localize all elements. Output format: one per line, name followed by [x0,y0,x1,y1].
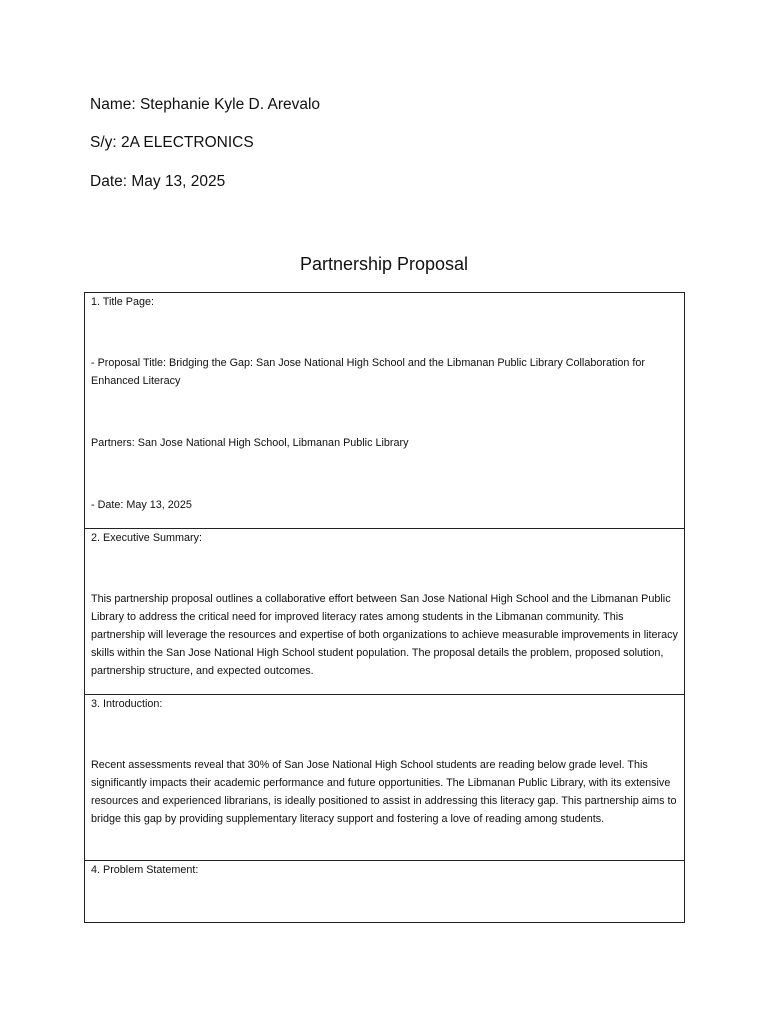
section-problem-statement [85,861,684,922]
document-title: Partnership Proposal [299,254,469,274]
section-executive-summary [85,529,684,695]
proposal-title-text: - Proposal Title: Bridging the Gap: San Jose National High School and the Libmanan Public Library Collaboration for Enhanced Literacy [91,357,645,387]
section-title-page [85,293,684,529]
section-year: S/y: 2A ELECTRONICS [90,134,254,151]
section-introduction [85,695,684,861]
partners-text: Partners: San Jose National High School, Libmanan Public Library [91,437,409,449]
section-heading: 4. Problem Statement: [91,864,199,876]
section-heading: 1. Title Page: [91,296,155,308]
executive-summary-body: This partnership proposal outlines a collaborative effort between San Jose National High School and the Libmanan Public Library to address the critical need for improved literacy rates among students in the Libmanan community. This partnership will leverage the resources and expertise of both organizations to achieve measurable improvements in literacy skills within the San Jose National High School student population. The proposal details the problem, proposed solution, partnership structure, and expected outcomes. [91,593,678,677]
section-heading: 2. Executive Summary: [91,532,203,544]
section-heading: 3. Introduction: [91,698,163,710]
introduction-body: Recent assessments reveal that 30% of San Jose National High School students are reading below grade level. This significantly impacts their academic performance and future opportunities. The Libmanan Public Library, with its extensive resources and experienced librarians, is ideally positioned to assist in addressing this literacy gap. This partnership aims to bridge this gap by providing supplementary literacy support and fostering a love of reading among students. [91,759,677,825]
header-date: Date: May 13, 2025 [90,173,226,190]
student-name: Name: Stephanie Kyle D. Arevalo [90,96,321,113]
proposal-table [84,292,685,923]
proposal-date-text: - Date: May 13, 2025 [91,499,192,511]
